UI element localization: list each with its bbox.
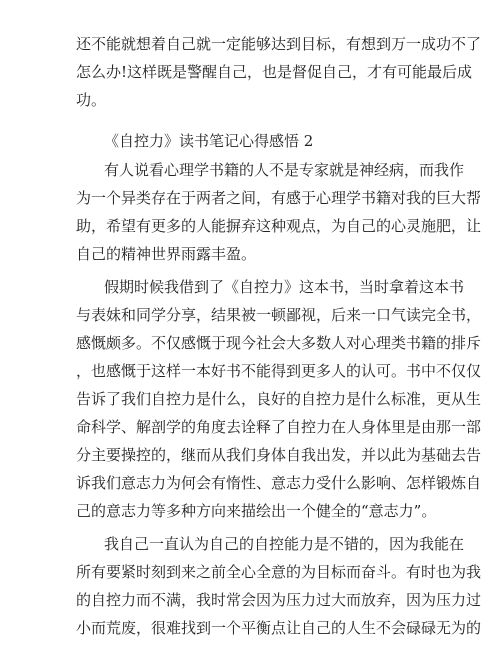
text-line: 分主要操控的，继而从我们身体自我出发，并以此为基础去告	[76, 446, 482, 464]
text-line: ，也感慨于这样一本好书不能得到更多人的认可。书中不仅仅	[76, 362, 482, 380]
text-line: 怎么办!这样既是警醒自己，也是督促自己，才有可能最后成	[76, 63, 473, 81]
text-line: 感慨颇多。不仅感慨于现今社会大多数人对心理类书籍的排斥	[76, 334, 482, 352]
text-line: 与表妹和同学分享，结果被一顿鄙视，后来一口气读完全书，	[76, 306, 482, 324]
text-line: 命科学、解剖学的角度去诠释了自控力在人身体里是由那一部	[76, 418, 482, 436]
text-line: 告诉了我们自控力是什么，良好的自控力是什么标准，更从生	[76, 390, 482, 408]
text-line: 为一个异类存在于两者之间，有感于心理学书籍对我的巨大帮	[76, 189, 482, 207]
text-line: 助，希望有更多的人能摒弃这种观点，为自己的心灵施肥，让	[76, 217, 482, 235]
text-line: 我自己一直认为自己的自控能力是不错的，因为我能在	[104, 535, 465, 553]
text-line: 小而荒废，很难找到一个平衡点让自己的人生不会碌碌无为的	[76, 619, 482, 637]
text-line: 还不能就想着自己就一定能够达到目标，有想到万一成功不了	[76, 35, 482, 53]
text-line: 的自控力而不满，我时常会因为压力过大而放弃，因为压力过	[76, 591, 482, 609]
text-line: 假期时候我借到了《自控力》这本书，当时拿着这本书	[104, 278, 465, 296]
text-line: 己的意志力等多种方向来描绘出一个健全的“意志力”。	[76, 502, 437, 520]
section-heading: 《自控力》读书笔记心得感悟 2	[104, 132, 314, 150]
text-line: 功。	[76, 91, 107, 109]
text-line: 自己的精神世界雨露丰盈。	[76, 245, 257, 263]
text-line: 诉我们意志力为何会有惰性、意志力受什么影响、怎样锻炼自	[76, 474, 482, 492]
text-line: 所有要紧时刻到来之前全心全意的为目标而奋斗。有时也为我	[76, 563, 482, 581]
text-line: 有人说看心理学书籍的人不是专家就是神经病，而我作	[104, 161, 465, 179]
